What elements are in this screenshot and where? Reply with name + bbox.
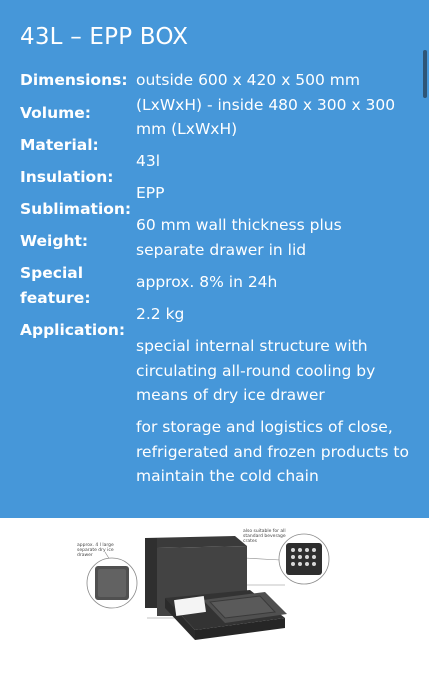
spec-value-insulation: 60 mm wall thickness plus separate drawer in lid [136,216,342,259]
spec-label-material: Material: [20,136,99,154]
spec-label-special-feature: Special feature: [20,264,91,307]
spec-label-dimensions: Dimensions: [20,71,128,89]
spec-label-insulation: Insulation: [20,168,114,186]
spec-value-dimensions: outside 600 x 420 x 500 mm (LxWxH) - inside 480 x 300 x 300 mm (LxWxH) [136,71,396,138]
spec-label-volume: Volume: [20,104,92,122]
spec-value-volume: 43l [136,152,161,170]
spec-label-weight: Weight: [20,232,89,250]
spec-label-sublimation: Sublimation: [20,200,132,218]
page-title: 43L – EPP BOX [20,24,189,51]
product-figure [75,528,345,663]
drawer-note: approx. 4 l large separate dry ice drawer [77,543,114,558]
scrollbar[interactable] [423,50,427,98]
spec-value-special-feature: special internal structure with circulating all-round cooling by means of dry ice drawer [136,337,376,404]
spec-value-sublimation: approx. 8% in 24h [136,273,278,291]
crates-note: also suitable for all standard beverage crates [243,529,286,544]
spec-label-application: Application: [20,321,126,339]
spec-value-application: for storage and logistics of close, refrigerated and frozen products to maintain the cold chain [136,418,409,485]
spec-value-material: EPP [136,184,165,202]
spec-value-weight: 2.2 kg [136,305,185,323]
